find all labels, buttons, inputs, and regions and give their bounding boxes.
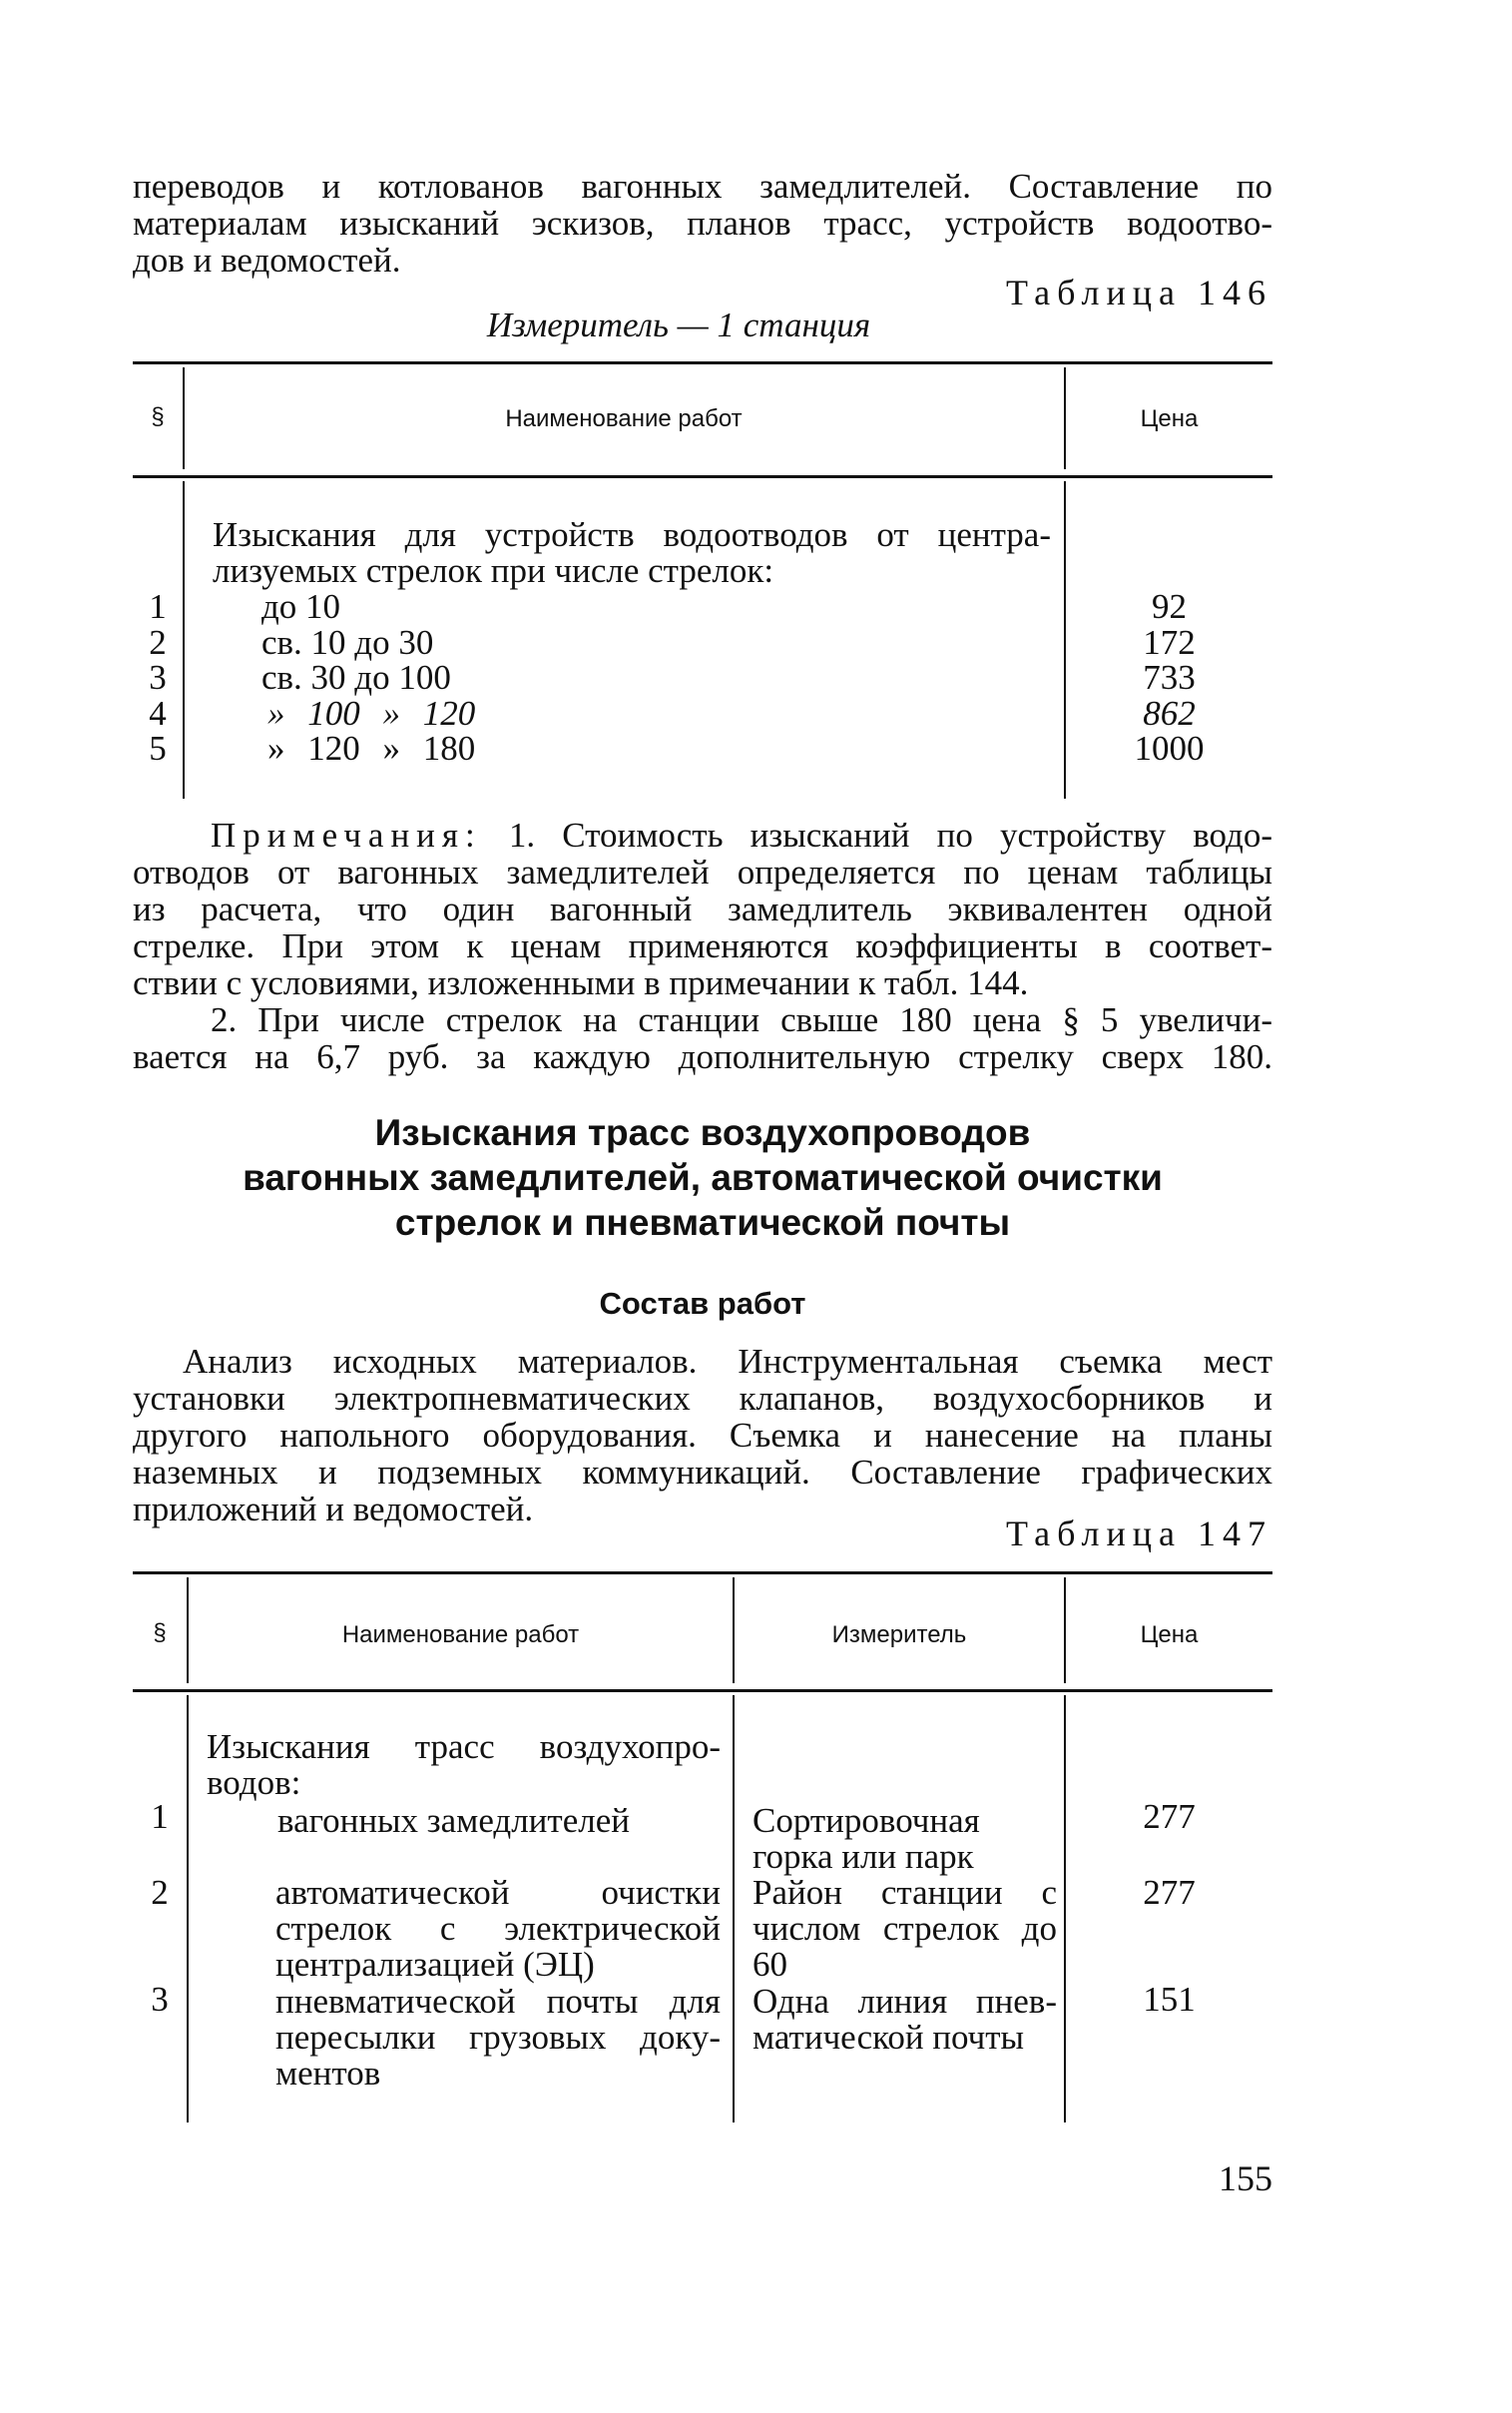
body-line: Анализ исходных материалов. Инструментальная съемка мест <box>183 1342 1272 1381</box>
row-price: 151 <box>1143 1980 1196 2019</box>
row-price: 862 <box>1143 694 1196 733</box>
unit-line: Район станции с <box>753 1873 1057 1912</box>
row-unit <box>753 1803 1057 1875</box>
section-body <box>133 1343 1272 1527</box>
row-price: 92 <box>1152 587 1187 626</box>
header-price: Цена <box>1140 1621 1199 1648</box>
row-name: св. 30 до 100 <box>261 658 451 697</box>
name-line: централизацией (ЭЦ) <box>275 1945 595 1984</box>
row-number: 2 <box>151 1873 169 1912</box>
row-name: вагонных замедлителей <box>277 1801 630 1840</box>
row-number: 1 <box>149 587 167 626</box>
row-price: 733 <box>1143 658 1196 697</box>
row-price: 1000 <box>1134 729 1205 768</box>
section-subtitle: Состав работ <box>599 1286 806 1321</box>
intro-line: переводов и котлованов вагонных замедлителей. Составление по <box>133 167 1272 206</box>
unit-line: числом стрелок до <box>753 1909 1057 1948</box>
header-work-name: Наименование работ <box>505 405 743 432</box>
unit-line: матической почты <box>753 2018 1025 2057</box>
table-rule-top <box>133 1571 1272 1574</box>
header-section-symbol: § <box>153 1619 167 1646</box>
table-divider <box>187 1695 189 2122</box>
group-text <box>213 517 1051 589</box>
note-line: из расчета, что один вагонный замедлитель эквивалентен одной <box>133 890 1272 928</box>
body-line: другого напольного оборудования. Съемка и нанесение на планы <box>133 1416 1272 1455</box>
row-price: 172 <box>1143 623 1196 662</box>
row-name: » 120 » 180 <box>267 729 476 768</box>
row-number: 4 <box>149 694 167 733</box>
table-rule-top <box>133 361 1272 364</box>
section-title <box>133 1110 1272 1245</box>
table-147-caption: Таблица 147 <box>1006 1513 1272 1553</box>
group-line: водов: <box>207 1763 301 1802</box>
row-number: 2 <box>149 623 167 662</box>
unit-line: Одна линия пнев- <box>753 1982 1057 2021</box>
row-number: 5 <box>149 729 167 768</box>
header-section-symbol: § <box>151 403 165 430</box>
table-divider <box>733 1695 735 2122</box>
table-rule-header <box>133 1689 1272 1692</box>
group-line: Изыскания трасс воздухопро- <box>207 1727 721 1766</box>
name-line: стрелок с электрической <box>275 1909 721 1948</box>
row-name <box>275 1984 721 2092</box>
row-unit <box>753 1984 1057 2056</box>
row-name: до 10 <box>261 587 341 626</box>
intro-line: дов и ведомостей. <box>133 241 401 280</box>
body-line: установки электропневматических клапанов, воздухосборников и <box>133 1379 1272 1418</box>
body-line: приложений и ведомостей. <box>133 1490 534 1528</box>
section-title-line: стрелок и пневматической почты <box>394 1202 1011 1243</box>
row-name: св. 10 до 30 <box>261 623 434 662</box>
header-work-name: Наименование работ <box>341 1621 580 1648</box>
note-line: ствии с условиями, изложенными в примечании к табл. 144. <box>133 963 1029 1002</box>
section-title-line: Изыскания трасс воздухопроводов <box>374 1112 1031 1153</box>
note-line: отводов от вагонных замедлителей определяется по ценам таблицы <box>133 853 1272 892</box>
row-price: 277 <box>1143 1873 1196 1912</box>
row-name <box>275 1875 721 1983</box>
note-1-line-first <box>133 817 1272 854</box>
row-number: 3 <box>151 1980 169 2019</box>
header-price: Цена <box>1140 405 1199 432</box>
name-line: автоматической очистки <box>275 1873 721 1912</box>
header-unit: Измеритель <box>831 1621 967 1648</box>
row-number: 3 <box>149 658 167 697</box>
notes-label: Примечания: <box>211 816 482 855</box>
group-line: лизуемых стрелок при числе стрелок: <box>213 551 774 590</box>
table-146-unit: Измеритель — 1 станция <box>486 305 871 344</box>
row-price: 277 <box>1143 1797 1196 1836</box>
table-divider <box>183 481 185 799</box>
notes <box>133 817 1272 1075</box>
group-line: Изыскания для устройств водоотводов от центра- <box>213 515 1051 554</box>
unit-line: 60 <box>753 1945 787 1984</box>
page-number: 155 <box>1219 2158 1272 2198</box>
section-title-line: вагонных замедлителей, автоматической очистки <box>243 1157 1163 1198</box>
name-line: ментов <box>275 2054 381 2093</box>
table-146-caption: Таблица 146 <box>1006 273 1272 312</box>
note-line: стрелке. При этом к ценам применяются коэффициенты в соответ- <box>133 926 1272 965</box>
note-line: 2. При числе стрелок на станции свыше 180 цена § 5 увеличи- <box>211 1000 1272 1039</box>
row-name: » 100 » 120 <box>267 694 476 733</box>
name-line: пересылки грузовых доку- <box>275 2018 721 2057</box>
table-rule-header <box>133 475 1272 478</box>
body-line: наземных и подземных коммуникаций. Составление графических <box>133 1453 1272 1492</box>
note-text: 1. Стоимость изысканий по устройству водо- <box>508 816 1273 855</box>
note-line: вается на 6,7 руб. за каждую дополнительную стрелку сверх 180. <box>133 1037 1272 1076</box>
unit-line: горка или парк <box>753 1837 974 1876</box>
name-line: пневматической почты для <box>275 1982 721 2021</box>
row-unit <box>753 1875 1057 1983</box>
intro-paragraph <box>133 168 1272 279</box>
group-text <box>207 1729 721 1801</box>
row-number: 1 <box>151 1797 169 1836</box>
unit-line: Сортировочная <box>753 1801 980 1840</box>
intro-line: материалам изысканий эскизов, планов трасс, устройств водоотво- <box>133 204 1272 243</box>
